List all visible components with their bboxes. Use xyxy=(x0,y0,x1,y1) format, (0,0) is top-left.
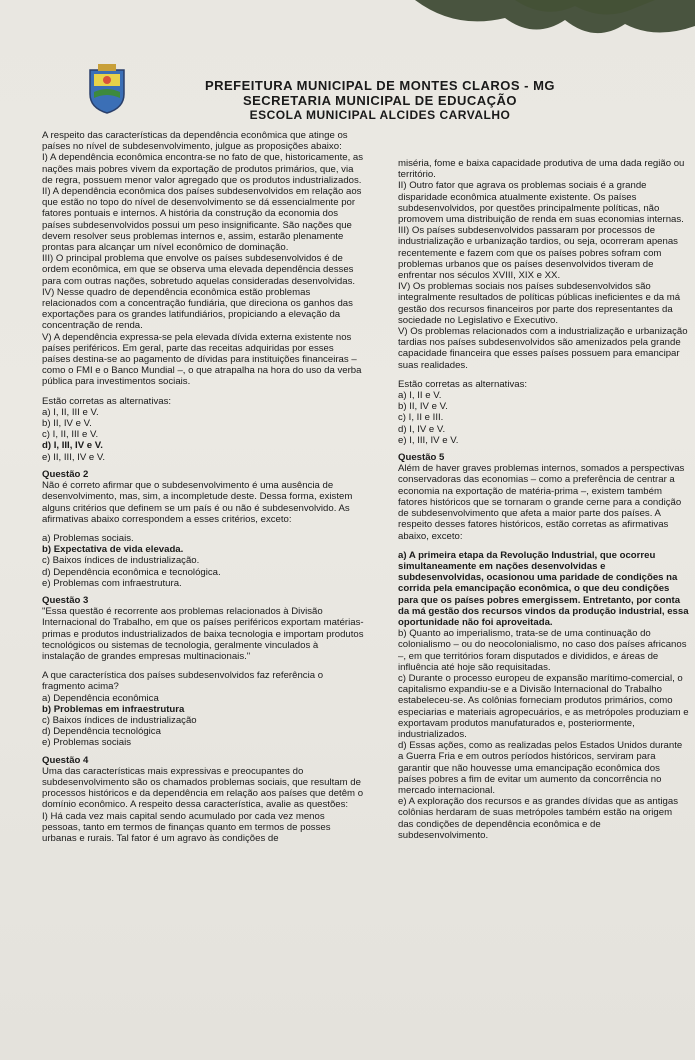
q2-title: Questão 2 xyxy=(42,468,89,480)
q1-statement-v: V) A dependência expressa-se pela elevada dívida externa existente nos países periféricos. Em geral, parte das receitas adquiridas por esses países destina-se ao pagamento de dívidas para instituições financeiras – como o FMI e o Banco Mundial –, o que atrapalha na hora do uso da verba pública para investimentos sociais. xyxy=(42,331,362,388)
q4-statement-iii: III) Os países subdesenvolvidos passaram por processos de industrialização e urbanização tardios, ou seja, ocorreram apenas recentemente e fazem com que os países pobres sofram com problemas urbanos que os países desenvolvidos tiveram de enfrentar nos séculos XVIII, XIX e XX. xyxy=(398,225,678,282)
q1-statement-iv: IV) Nesse quadro de dependência econômica estão problemas relacionados com a concentração fundiária, que direciona os ganhos das exportações para os grandes latifundiários, propiciando a elevação da concentração de renda. xyxy=(42,286,353,332)
q1-option-e[interactable]: e) II, III, IV e V. xyxy=(42,451,106,463)
q3-option-a[interactable]: a) Dependência econômica xyxy=(42,692,159,704)
header-line-1: PREFEITURA MUNICIPAL DE MONTES CLAROS - MG xyxy=(204,78,556,93)
q3-option-c[interactable]: c) Baixos índices de industrialização xyxy=(42,714,197,726)
q4-statement-iv: IV) Os problemas sociais nos países subdesenvolvidos são integralmente resultados de políticas públicas ineficientes e da má gestão dos recursos financeiros por parte dos representantes da sociedade no Legislativo e Executivo. xyxy=(398,281,681,326)
q1-option-a[interactable]: a) I, II, III e V. xyxy=(42,406,99,418)
q3-option-e[interactable]: e) Problemas sociais xyxy=(42,737,132,749)
q2-option-e[interactable]: e) Problemas com infraestrutura. xyxy=(42,577,182,589)
left-column xyxy=(42,130,364,844)
q4-statement-ii: II) Outro fator que agrava os problemas sociais é a grande disparidade econômica atualmente existente. Os países subdesenvolvidos, por questões principalmente políticas, não promovem uma distribuição de renda em suas economias internas. xyxy=(398,180,684,226)
q4-option-c[interactable]: c) I, II e III. xyxy=(398,412,444,424)
q1-option-b[interactable]: b) II, IV e V. xyxy=(42,418,92,430)
right-column xyxy=(398,158,690,841)
q4-statement-i: I) Há cada vez mais capital sendo acumulado por cada vez menos pessoas, tanto em termos de finanças quanto em termos de posses urbanas e rurais. Tal fator é um agravo às condições de xyxy=(42,810,331,844)
q2-option-b[interactable]: b) Expectativa de vida elevada. xyxy=(42,544,184,556)
q1-statement-iii: III) O principal problema que envolve os países subdesenvolvidos é de ordem econômica, em que se observa uma elevada dependência desses para com outras nações, sobretudo aquelas consideradas desenvolvidas. xyxy=(42,253,356,287)
q3-text: "Essa questão é recorrente aos problemas relacionados à Divisão Internacional do Trabalho, em que os países periféricos exportam matérias-primas e produtos industrializados de baixa tecnologia e importam produtos tecnológicos ou sistemas de tecnologia, geralmente vinculados à instalação de grandes empresas multinacionais." xyxy=(42,606,364,662)
q2-option-a[interactable]: a) Problemas sociais. xyxy=(42,532,134,544)
plant-shadow xyxy=(395,0,695,48)
q1-intro: A respeito das características da dependência econômica que atinge os países no nível de subdesenvolvimento, julgue as proposições abaixo: xyxy=(42,130,348,153)
q2-text: Não é correto afirmar que o subdesenvolvimento é uma ausência de desenvolvimento, mas, sim, a incompletude deste. Dessa forma, existem alguns critérios que definem se um país é ou não é subdesenvolvido. As afirmativas abaixo correspondem a esses critérios, exceto: xyxy=(42,480,353,525)
q4-title: Questão 4 xyxy=(42,754,89,766)
q4-stem: Estão corretas as alternativas: xyxy=(398,378,528,390)
q4-text: Uma das características mais expressivas e preocupantes do subdesenvolvimento são os chamados problemas sociais, que resultam de processos históricos e da dependência em relação aos países que detêm o domínio econômico. A respeito dessa característica, avalie as questões: xyxy=(42,765,364,811)
q5-option-a[interactable]: a) A primeira etapa da Revolução Industrial, que ocorreu simultaneamente em nações desenvolvidas e subdesenvolvidas, ocasionou uma paridade de condições na corrida pela emancipação econômica, o que deu condições para que os países pobres emergissem. Entretanto, por conta da má gestão dos recursos vindos da produção industrial, essa oportunidade não foi aproveitada. xyxy=(398,549,689,628)
q3-stem: A que característica dos países subdesenvolvidos faz referência o fragmento acima? xyxy=(42,670,324,693)
q5-text: Além de haver graves problemas internos, somados a perspectivas conservadoras das economias – como a preferência de centrar a economia na exportação de matéria-prima –, existem também fatores históricos que se tornaram o grande cerne para a condição de subdesenvolvimento que afeta a maior parte dos países. A respeito desses fatores históricos, estão corretas as afirmativas abaixo, exceto: xyxy=(398,463,685,542)
q4-option-d[interactable]: d) I, IV e V. xyxy=(398,423,446,435)
q1-option-d[interactable]: d) I, III, IV e V. xyxy=(42,440,103,452)
q5-option-e[interactable]: e) A exploração dos recursos e as grandes dívidas que as antigas colônias herdaram de suas metrópoles também estão na origem das condições de dependência econômica e de subdesenvolvimento. xyxy=(398,796,678,841)
q2-option-d[interactable]: d) Dependência econômica e tecnológica. xyxy=(42,566,221,578)
q1-stem: Estão corretas as alternativas: xyxy=(42,395,172,407)
q4-statement-v: V) Os problemas relacionados com a industrialização e urbanização tardias nos países subdesenvolvidos são amenizados pela grande capacidade financeira que esses países possuem para emancipar suas realidades. xyxy=(398,326,688,371)
q5-title: Questão 5 xyxy=(398,452,445,464)
q3-option-d[interactable]: d) Dependência tecnológica xyxy=(42,726,161,738)
q3-option-b[interactable]: b) Problemas em infraestrutura xyxy=(42,703,185,715)
q5-option-d[interactable]: d) Essas ações, como as realizadas pelos Estados Unidos durante a Guerra Fria e em outros períodos históricos, serviram para garantir que não houvesse uma emancipação econômica dos países pobres a fim de evitar um aumento da concorrência no mercado internacional. xyxy=(398,740,683,796)
q5-option-b[interactable]: b) Quanto ao imperialismo, trata-se de uma continuação do colonialismo – ou do neocolonialismo, no caso dos países africanos –, em que territórios foram disputados e divididos, e áreas de influência até hoje são requisitadas. xyxy=(398,628,687,673)
header-line-3: ESCOLA MUNICIPAL ALCIDES CARVALHO xyxy=(249,108,511,122)
q4-option-e[interactable]: e) I, III, IV e V. xyxy=(398,434,459,446)
q1-statement-ii: II) A dependência econômica dos países subdesenvolvidos em relação aos que estão no topo do nível de desenvolvimento se dá essencialmente por fatores pontuais e internos. A história da construção da economia dos países subdesenvolvidos possui um peso insignificante. São nações que devem resolver seus problemas internos e, assim, estarão plenamente prontas para alcançar um nível econômico de dominação. xyxy=(42,186,362,254)
q5-option-c[interactable]: c) Durante o processo europeu de expansão marítimo-comercial, o capitalismo expandiu-se e a Divisão Internacional do Trabalho estabeleceu-se. As colônias forneciam produtos primários, como especiarias e materiais agropecuários, e as metrópoles produziam e exportavam produtos manufaturados e, posteriormente, industrializados. xyxy=(398,672,689,740)
q4-option-a[interactable]: a) I, II e V. xyxy=(398,390,442,402)
q1-option-c[interactable]: c) I, II, III e V. xyxy=(42,429,99,441)
q4-statement-i-cont: miséria, fome e baixa capacidade produtiva de uma dada região ou território. xyxy=(398,158,685,181)
header-line-2: SECRETARIA MUNICIPAL DE EDUCAÇÃO xyxy=(242,93,518,108)
q4-option-b[interactable]: b) II, IV e V. xyxy=(398,401,448,413)
q3-title: Questão 3 xyxy=(42,594,89,606)
q2-option-c[interactable]: c) Baixos índices de industrialização. xyxy=(42,555,200,567)
q1-statement-i: I) A dependência econômica encontra-se no fato de que, historicamente, as nações mais pobres vivem da exportação de produtos primários, que, via de regra, possuem menor valor agregado que os produtos industrializados. xyxy=(42,152,364,186)
